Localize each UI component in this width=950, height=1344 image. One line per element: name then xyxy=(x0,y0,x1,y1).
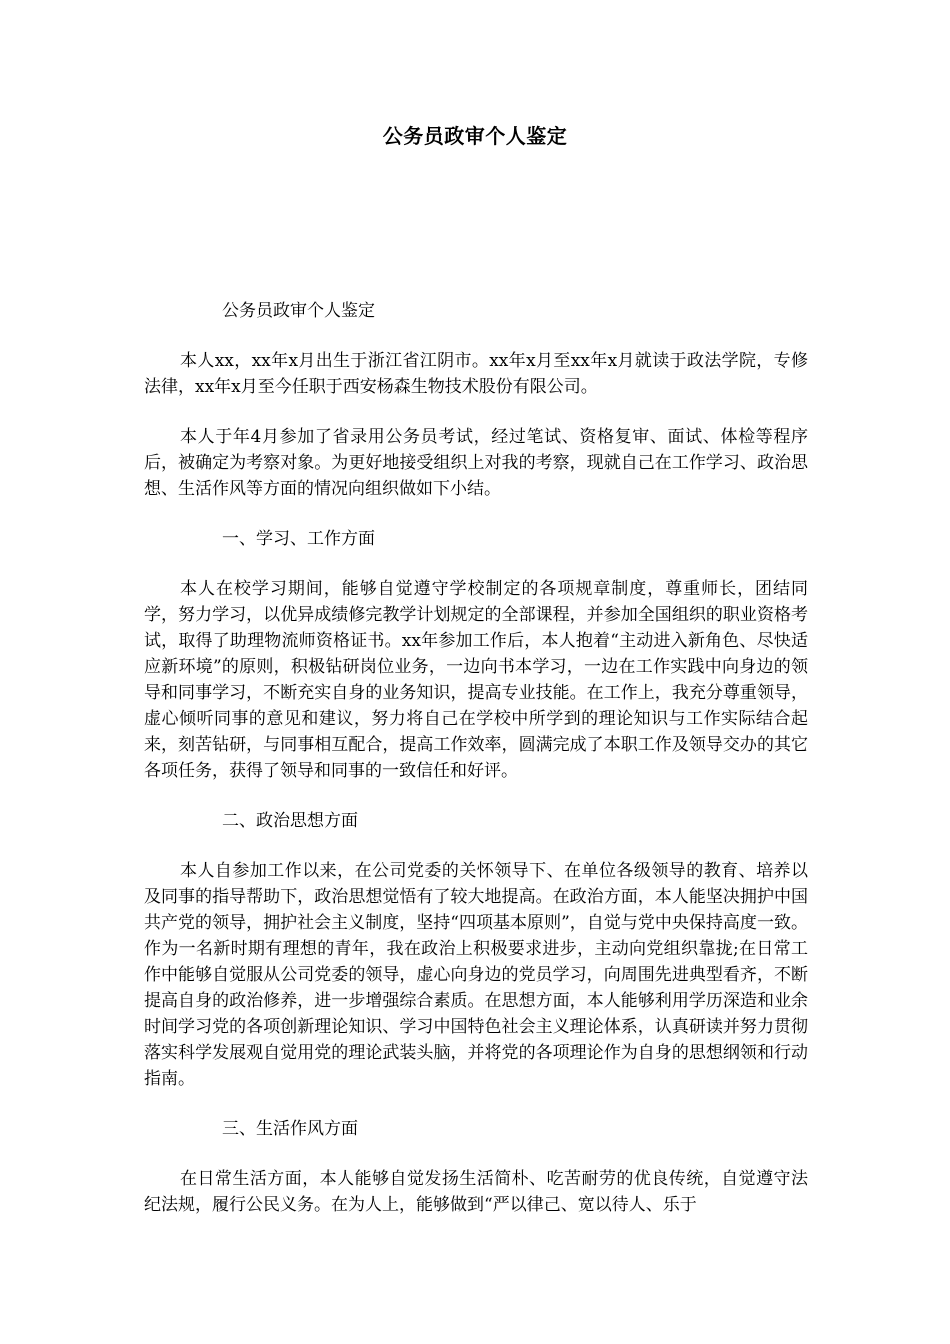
paragraph-lifestyle: 在日常生活方面，本人能够自觉发扬生活简朴、吃苦耐劳的优良传统，自觉遵守法纪法规，履行公民义务。在为人上，能够做到“严以律己、宽以待人、乐于 xyxy=(144,1169,808,1215)
paragraph-exam: 本人于年4月参加了省录用公务员考试，经过笔试、资格复审、面试、体检等程序后，被确定为考察对象。为更好地接受组织上对我的考察，现就自己在工作学习、政治思想、生活作风等方面的情况向组织做如下小结。 xyxy=(144,427,808,499)
section-heading-lifestyle: 三、生活作风方面 xyxy=(222,1119,358,1139)
section-heading-political: 二、政治思想方面 xyxy=(222,811,358,831)
paragraph-study-work: 本人在校学习期间，能够自觉遵守学校制定的各项规章制度，尊重师长，团结同学，努力学习，以优异成绩修完教学计划规定的全部课程，并参加全国组织的职业资格考试，取得了助理物流师资格证书。xx年参加工作后，本人抱着“主动进入新角色、尽快适应新环境”的原则，积极钻研岗位业务，一边向书本学习，一边在工作实践中向身边的领导和同事学习，不断充实自身的业务知识，提高专业技能。在工作上，我充分尊重领导，虚心倾听同事的意见和建议，努力将自己在学校中所学到的理论知识与工作实际结合起来，刻苦钻研，与同事相互配合，提高工作效率，圆满完成了本职工作及领导交办的其它各项任务，获得了领导和同事的一致信任和好评。 xyxy=(144,579,808,781)
paragraph-political: 本人自参加工作以来，在公司党委的关怀领导下、在单位各级领导的教育、培养以及同事的指导帮助下，政治思想觉悟有了较大地提高。在政治方面，本人能坚决拥护中国共产党的领导，拥护社会主义制度，坚持“四项基本原则”，自觉与党中央保持高度一致。作为一名新时期有理想的青年，我在政治上积极要求进步，主动向党组织靠拢;在日常工作中能够自觉服从公司党委的领导，虚心向身边的党员学习，向周围先进典型看齐，不断提高自身的政治修养，进一步增强综合素质。在思想方面，本人能够利用学历深造和业余时间学习党的各项创新理论知识、学习中国特色社会主义理论体系，认真研读并努力贯彻落实科学发展观自觉用党的理论武装头脑，并将党的各项理论作为自身的思想纲领和行动指南。 xyxy=(144,861,808,1089)
document-body xyxy=(144,298,808,1242)
paragraph-intro: 本人xx，xx年x月出生于浙江省江阴市。xx年x月至xx年x月就读于政法学院，专修法律，xx年x月至今任职于西安杨森生物技术股份有限公司。 xyxy=(144,351,808,397)
section-heading-study-work: 一、学习、工作方面 xyxy=(222,529,375,549)
document-title: 公务员政审个人鉴定 xyxy=(382,124,568,148)
document-subtitle: 公务员政审个人鉴定 xyxy=(222,301,375,321)
